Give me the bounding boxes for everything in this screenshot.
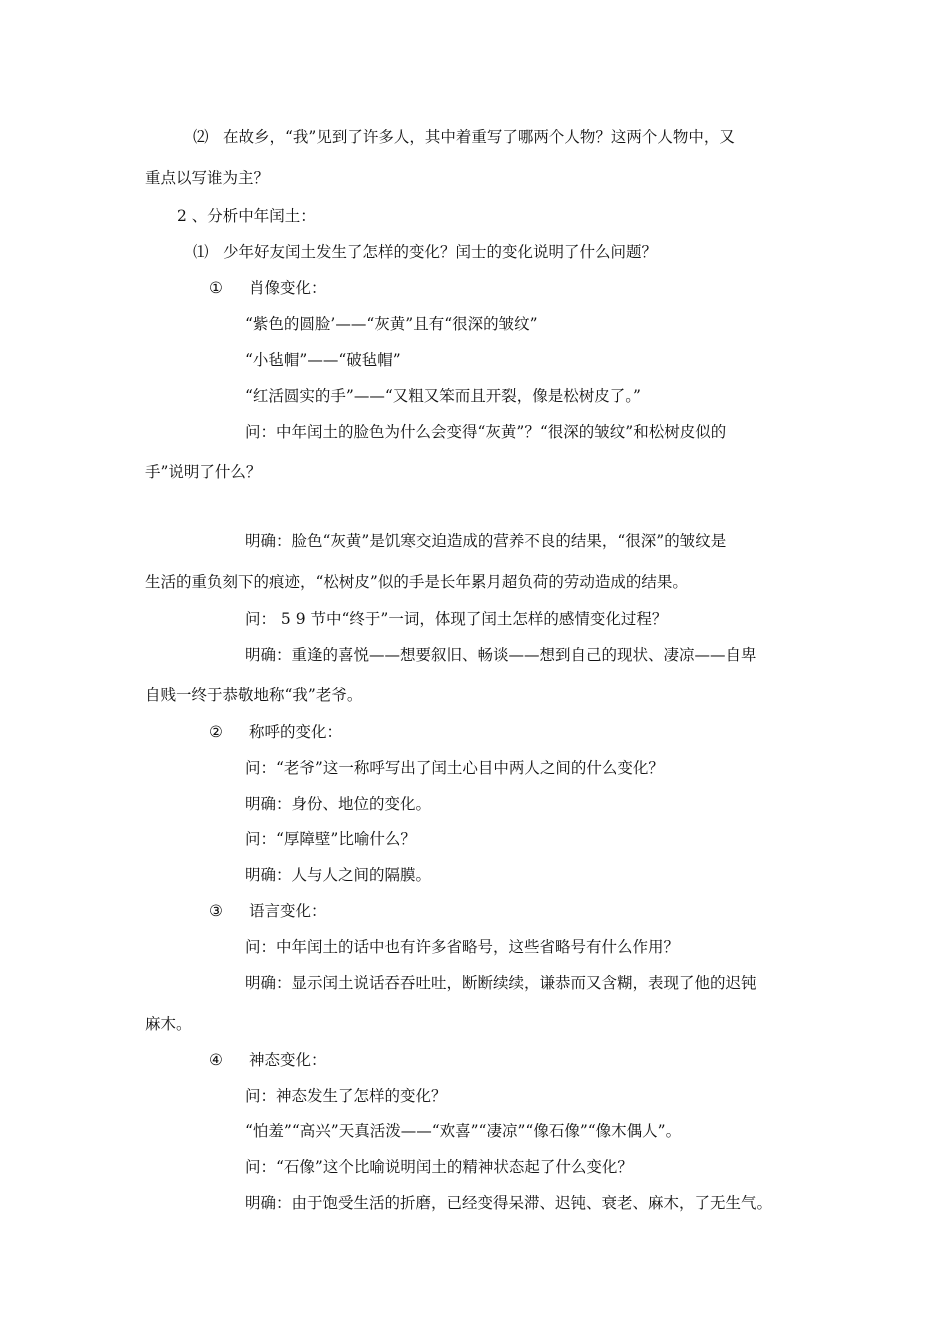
subsection-expression <box>209 1050 327 1070</box>
list-number: ③ <box>209 902 223 920</box>
question-text: 问：中年闰土的话中也有许多省略号，这些省略号有什么作用？ <box>245 938 680 956</box>
text-line: “怕羞”“高兴”天真活泼——“欢喜”“凄凉”“像石像”“像木偶人”。 <box>245 1122 682 1140</box>
question-text: 问：“厚障壁”比喻什么？ <box>245 830 416 848</box>
section-heading: 2 、分析中年闰土： <box>177 207 316 225</box>
list-number: ⑵ <box>193 128 209 146</box>
list-number: ④ <box>209 1051 223 1069</box>
list-number: ② <box>209 723 223 741</box>
subsection-title: 称呼的变化： <box>249 723 343 741</box>
text-line: 重点以写谁为主？ <box>145 169 270 187</box>
text-line: “小毡帽”——“破毡帽” <box>245 351 401 369</box>
question-text: 问： 5 9 节中“终于”一词，体现了闰土怎样的感情变化过程？ <box>245 610 668 628</box>
question-text: 问：中年闰土的脸色为什么会变得“灰黄”？“很深的皱纹”和松树皮似的 <box>245 423 727 441</box>
question-1 <box>193 242 657 262</box>
answer-text: 明确：由于饱受生活的折磨，已经变得呆滞、迟钝、衰老、麻木，了无生气。 <box>245 1194 773 1212</box>
subsection-address <box>209 722 342 742</box>
answer-text: 明确：显示闰土说话吞吞吐吐，断断续续，谦恭而又含糊，表现了他的迟钝 <box>245 974 757 992</box>
question-2 <box>193 127 735 147</box>
answer-text: 明确：重逢的喜悦——想要叙旧、畅谈——想到自己的现状、凄凉——自卑 <box>245 646 757 664</box>
paragraph-text: 在故乡，“我”见到了许多人，其中着重写了哪两个人物？这两个人物中，又 <box>223 128 735 146</box>
subsection-language <box>209 901 327 921</box>
text-line: “紫色的圆脸’——“灰黄”且有“很深的皱纹” <box>245 315 538 333</box>
subsection-title: 肖像变化： <box>249 279 327 297</box>
list-number: ① <box>209 279 223 297</box>
text-line: 生活的重负刻下的痕迹，“松树皮”似的手是长年累月超负荷的劳动造成的结果。 <box>145 573 688 591</box>
answer-text: 明确：人与人之间的隔膜。 <box>245 866 432 884</box>
question-text: 问：“石像”这个比喻说明闰土的精神状态起了什么变化？ <box>245 1158 633 1176</box>
text-line: 麻木。 <box>145 1015 192 1033</box>
list-number: ⑴ <box>193 243 209 261</box>
subsection-title: 神态变化： <box>249 1051 327 1069</box>
question-text: 问：神态发生了怎样的变化？ <box>245 1087 447 1105</box>
text-line: “红活圆实的手”——“又粗又笨而且开裂，像是松树皮了。” <box>245 387 641 405</box>
text-line: 手”说明了什么？ <box>145 463 262 481</box>
subsection-portrait <box>209 278 327 298</box>
subsection-title: 语言变化： <box>249 902 327 920</box>
answer-text: 明确：身份、地位的变化。 <box>245 795 432 813</box>
paragraph-text: 少年好友闰土发生了怎样的变化？闰士的变化说明了什么问题？ <box>223 243 658 261</box>
text-line: 自贱一终于恭敬地称“我”老爷。 <box>145 686 363 704</box>
answer-text: 明确：脸色“灰黄”是饥寒交迫造成的营养不良的结果，“很深”的皱纹是 <box>245 532 727 550</box>
question-text: 问：“老爷”这一称呼写出了闰土心目中两人之间的什么变化？ <box>245 759 664 777</box>
